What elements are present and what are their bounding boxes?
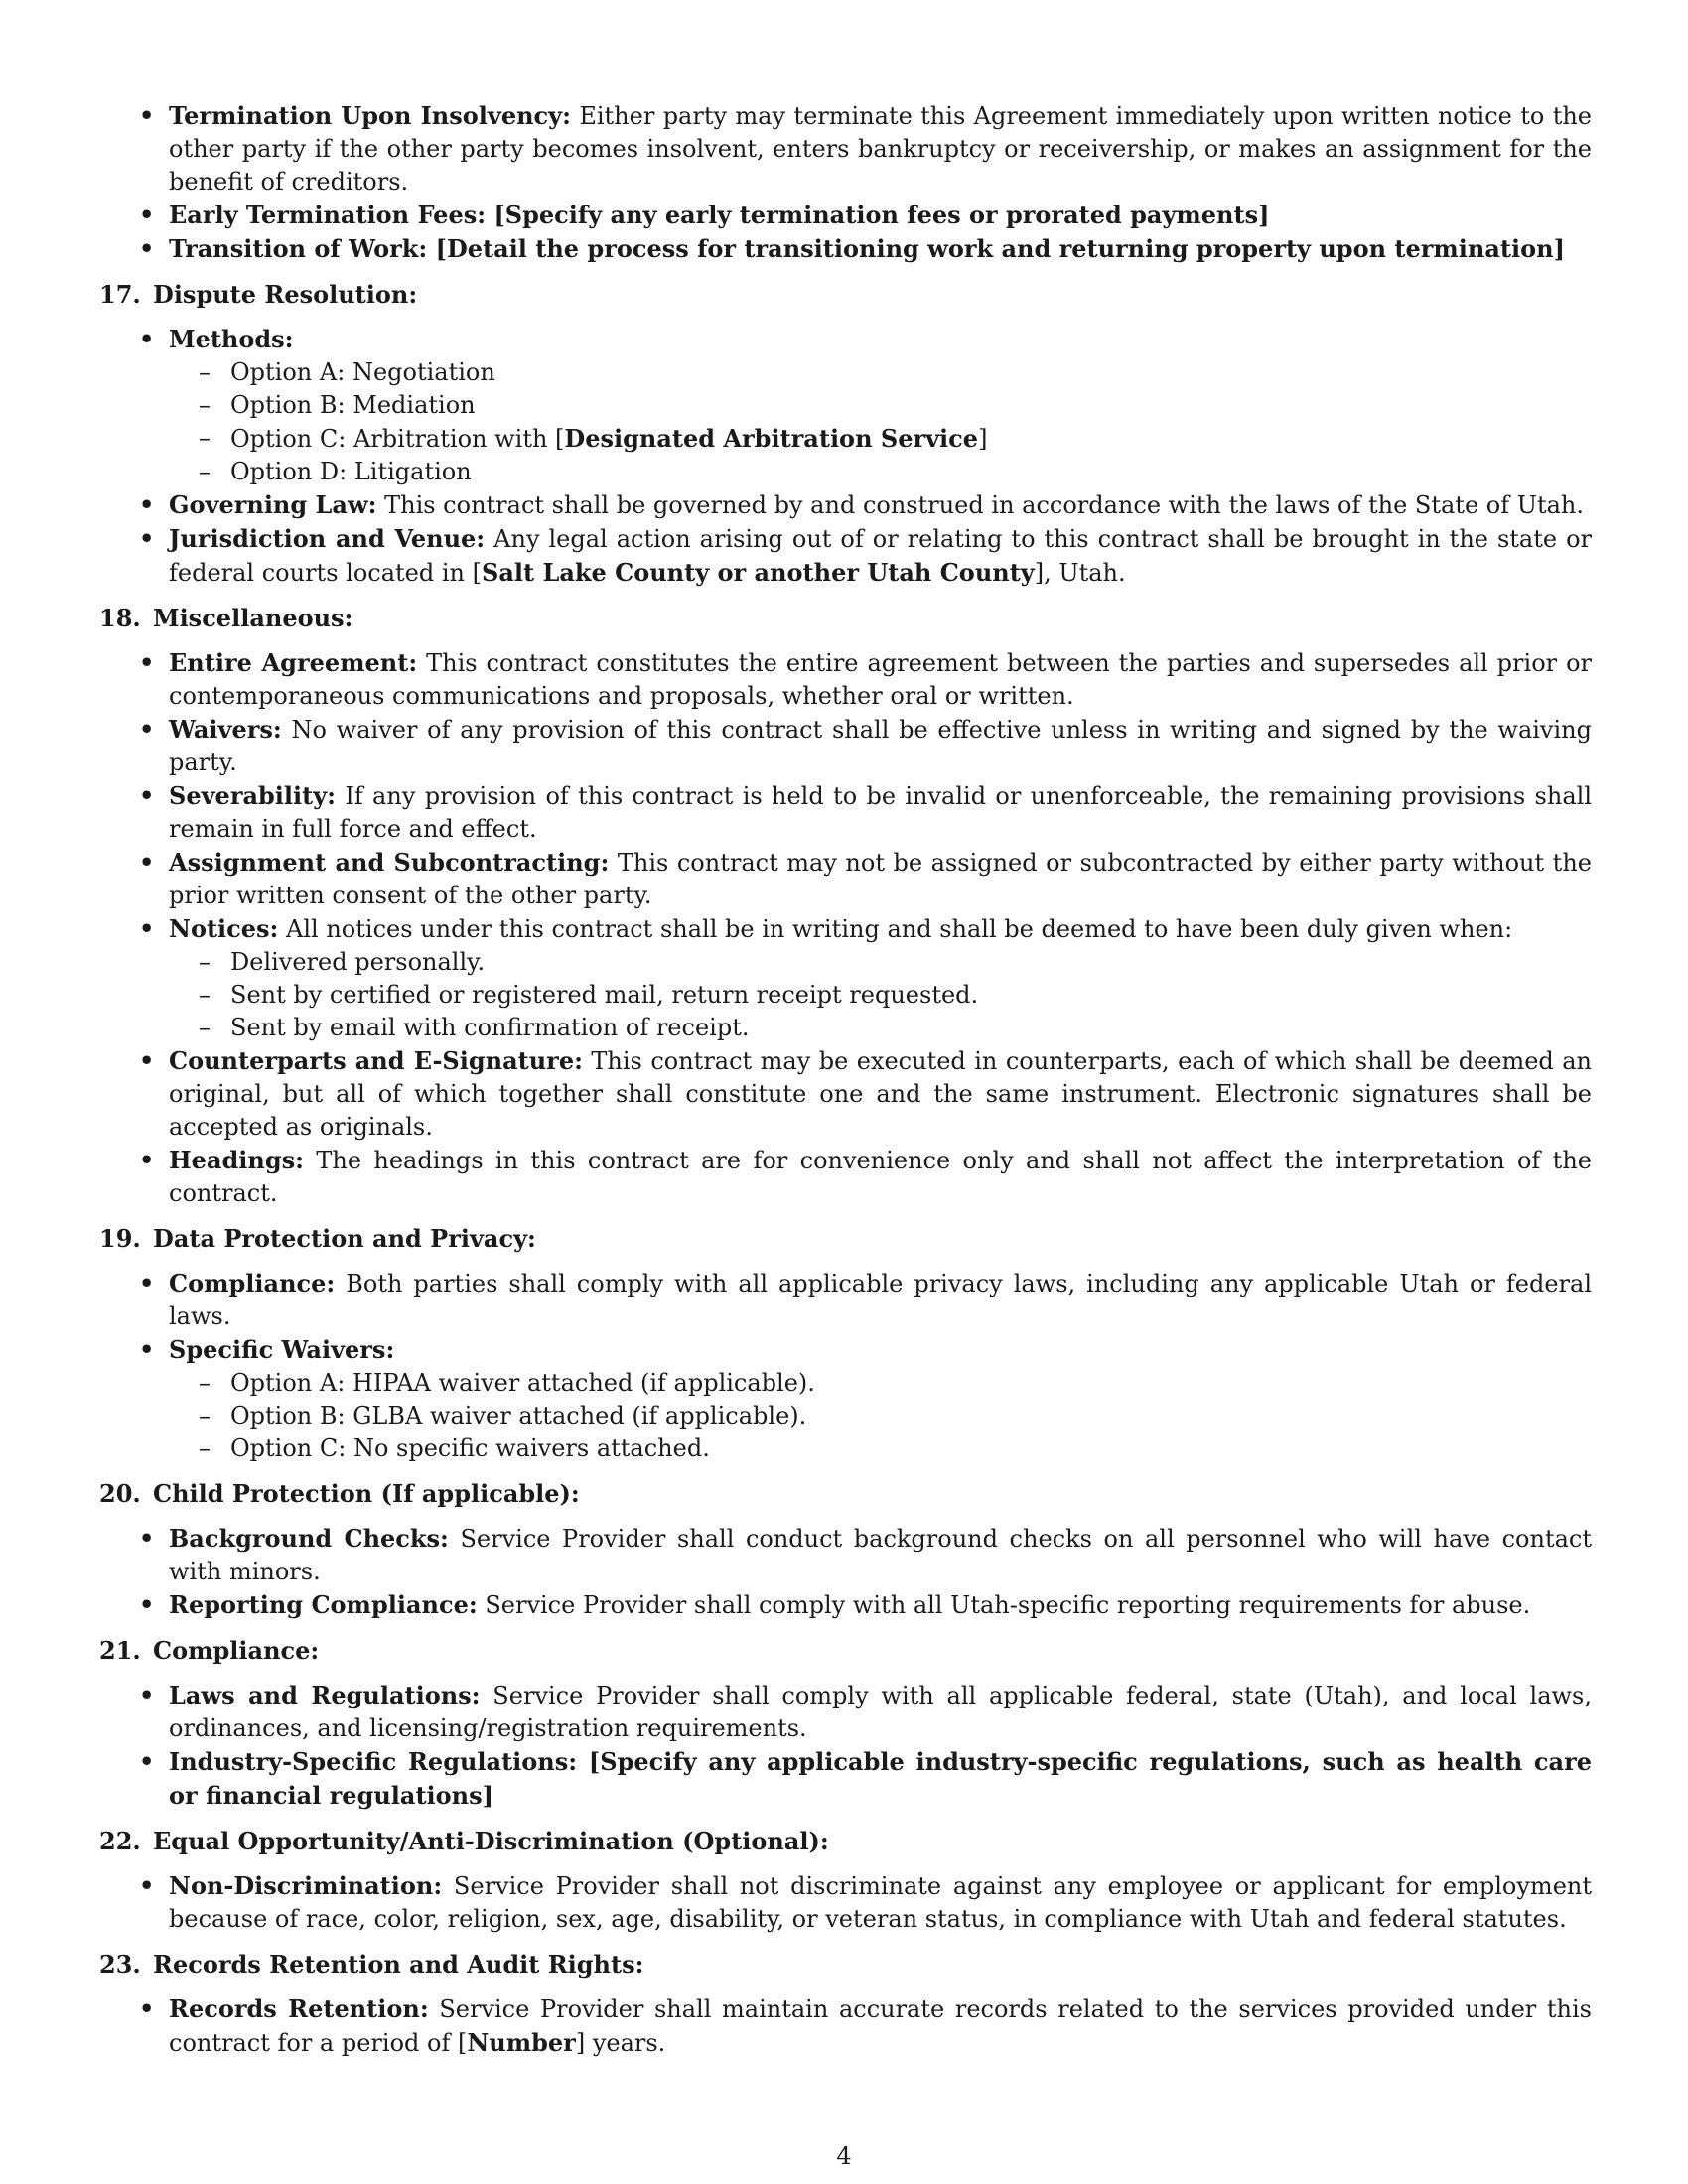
- list-item: • Severability: If any provision of this contract is held to be invalid or unenforceable, the remaining provisions shall remain in full force and effect.: [139, 781, 1592, 843]
- bullet-icon: •: [139, 234, 155, 263]
- section-heading: 18. Miscellaneous:: [99, 604, 353, 632]
- sub-item: – Option C: No specific waivers attached.: [169, 1433, 1592, 1465]
- sub-list: [169, 946, 1592, 1044]
- list-item: • Headings: The headings in this contract are for convenience only and shall not affect the interpretation of the contract.: [139, 1146, 1592, 1207]
- sub-item: – Sent by certified or registered mail, return receipt requested.: [169, 979, 1592, 1012]
- sub-item: – Option D: Litigation: [169, 456, 1592, 488]
- bullet-icon: •: [139, 1871, 155, 1900]
- list-item: • Laws and Regulations: Service Provider shall comply with all applicable federal, state (Utah), and local laws, ordinances, and licensing/registration requirements.: [139, 1681, 1592, 1742]
- sub-list: [169, 1367, 1592, 1465]
- dash-icon: –: [199, 1014, 211, 1041]
- bullet-icon: •: [139, 648, 155, 677]
- bullet-icon: •: [139, 325, 155, 353]
- sub-item: – Option B: GLBA waiver attached (if applicable).: [169, 1400, 1592, 1433]
- list-item: • Transition of Work: [Detail the process for transitioning work and returning property upon termination]: [139, 234, 1565, 263]
- list-item: • Governing Law: This contract shall be governed by and construed in accordance with the laws of the State of Utah.: [139, 490, 1584, 519]
- dash-icon: –: [199, 391, 211, 419]
- sub-list: [169, 356, 1592, 488]
- dash-icon: –: [199, 1434, 211, 1462]
- list-item: • Assignment and Subcontracting: This contract may not be assigned or subcontracted by either party without the prior written consent of the other party.: [139, 848, 1592, 909]
- page-number: 4: [836, 2142, 852, 2170]
- sub-item: – Option A: HIPAA waiver attached (if applicable).: [169, 1367, 1592, 1400]
- dash-icon: –: [199, 948, 211, 976]
- section-21: [99, 1634, 1592, 1813]
- bullet-icon: •: [139, 848, 155, 877]
- dash-icon: –: [199, 358, 211, 386]
- list-item: • Entire Agreement: This contract constitutes the entire agreement between the parties and supersedes all prior or contemporaneous communications and proposals, whether oral or written.: [139, 648, 1592, 710]
- list-item: • Counterparts and E-Signature: This contract may be executed in counterparts, each of which shall be deemed an original, but all of which together shall constitute one and the same instrument. Electronic signatures shall be accepted as originals.: [139, 1046, 1593, 1141]
- dash-icon: –: [199, 458, 211, 485]
- list-item: • Methods: – Option A: Negotiation – Option B: Mediation – Option C: Arbitration with [Designated Arbitration Service] – Option D: Litigation: [99, 323, 1592, 488]
- section-23: [99, 1948, 1592, 2060]
- list-item: • Background Checks: Service Provider shall conduct background checks on all personnel who will have contact with minors.: [139, 1524, 1593, 1585]
- bullet-icon: •: [139, 1146, 155, 1174]
- bullet-icon: •: [139, 1269, 155, 1297]
- section-22: [99, 1825, 1592, 1936]
- bullet-icon: •: [139, 781, 155, 810]
- bullet-icon: •: [139, 1590, 155, 1619]
- bullet-icon: •: [139, 490, 155, 519]
- list-item: • Reporting Compliance: Service Provider shall comply with all Utah-specific reporting requirements for abuse.: [139, 1590, 1531, 1619]
- sub-item: – Sent by email with confirmation of receipt.: [169, 1012, 1592, 1044]
- bullet-icon: •: [139, 1994, 155, 2023]
- bullet-icon: •: [139, 1335, 155, 1364]
- bullet-icon: •: [139, 715, 155, 744]
- list-item: • Compliance: Both parties shall comply with all applicable privacy laws, including any applicable Utah or federal laws.: [139, 1269, 1592, 1330]
- document-body: [99, 99, 1592, 2060]
- bullet-icon: •: [139, 1681, 155, 1709]
- dash-icon: –: [199, 981, 211, 1009]
- sub-item: – Option B: Mediation: [169, 389, 1592, 422]
- section-heading: 17. Dispute Resolution:: [99, 280, 418, 309]
- list-item: • Notices: All notices under this contract shall be in writing and shall be deemed to have been duly given when: – Delivered personally. – Sent by certified or registered mail, return receipt requested. – Sent by email with confirmation of receipt.: [99, 912, 1592, 1044]
- section-heading: 20. Child Protection (If applicable):: [99, 1479, 580, 1508]
- list-item: • Specific Waivers: – Option A: HIPAA waiver attached (if applicable). – Option B: GLBA waiver attached (if applicable). – Option C: No specific waivers attached.: [99, 1333, 1592, 1465]
- list-item: • Waivers: No waiver of any provision of this contract shall be effective unless in writing and signed by the waiving party.: [139, 715, 1592, 776]
- section-heading: 22. Equal Opportunity/Anti-Discrimination (Optional):: [99, 1827, 829, 1855]
- list-item: • Non-Discrimination: Service Provider shall not discriminate against any employee or applicant for employment because of race, color, religion, sex, age, disability, or veteran status, in compliance with Utah and federal statutes.: [139, 1871, 1592, 1933]
- section-heading: 23. Records Retention and Audit Rights:: [99, 1950, 644, 1979]
- sub-item: – Option A: Negotiation: [169, 356, 1592, 389]
- bullet-icon: •: [139, 1747, 155, 1776]
- list-item: • Jurisdiction and Venue: Any legal action arising out of or relating to this contract shall be brought in the state or federal courts located in [Salt Lake County or another Utah County], Utah.: [139, 524, 1592, 587]
- dash-icon: –: [199, 1402, 211, 1430]
- section-heading: 21. Compliance:: [99, 1636, 320, 1665]
- termination-list: [99, 99, 1592, 266]
- bullet-icon: •: [139, 101, 155, 130]
- dash-icon: –: [199, 1369, 211, 1397]
- bullet-icon: •: [139, 524, 155, 553]
- section-heading: 19. Data Protection and Privacy:: [99, 1224, 536, 1253]
- list-item: • Records Retention: Service Provider shall maintain accurate records related to the services provided under this contract for a period of [Number] years.: [139, 1994, 1593, 2057]
- bullet-icon: •: [139, 914, 155, 943]
- list-item: • Termination Upon Insolvency: Either party may terminate this Agreement immediately upon written notice to the other party if the other party becomes insolvent, enters bankruptcy or receivership, or makes an assignment for the benefit of creditors.: [139, 101, 1592, 196]
- section-19: [99, 1222, 1592, 1465]
- dash-icon: –: [199, 424, 211, 452]
- list-item: • Early Termination Fees: [Specify any early termination fees or prorated payments]: [139, 201, 1270, 229]
- section-17: [99, 278, 1592, 590]
- list-item: • Industry-Specific Regulations: [Specify any applicable industry-specific regulations, such as health care or financial regulations]: [139, 1747, 1592, 1810]
- bullet-icon: •: [139, 1046, 155, 1075]
- section-18: [99, 602, 1592, 1210]
- bullet-icon: •: [139, 201, 155, 229]
- sub-item: – Option C: Arbitration with [Designated Arbitration Service]: [199, 424, 988, 453]
- sub-item: – Delivered personally.: [169, 946, 1592, 979]
- bullet-icon: •: [139, 1524, 155, 1553]
- section-20: [99, 1477, 1592, 1622]
